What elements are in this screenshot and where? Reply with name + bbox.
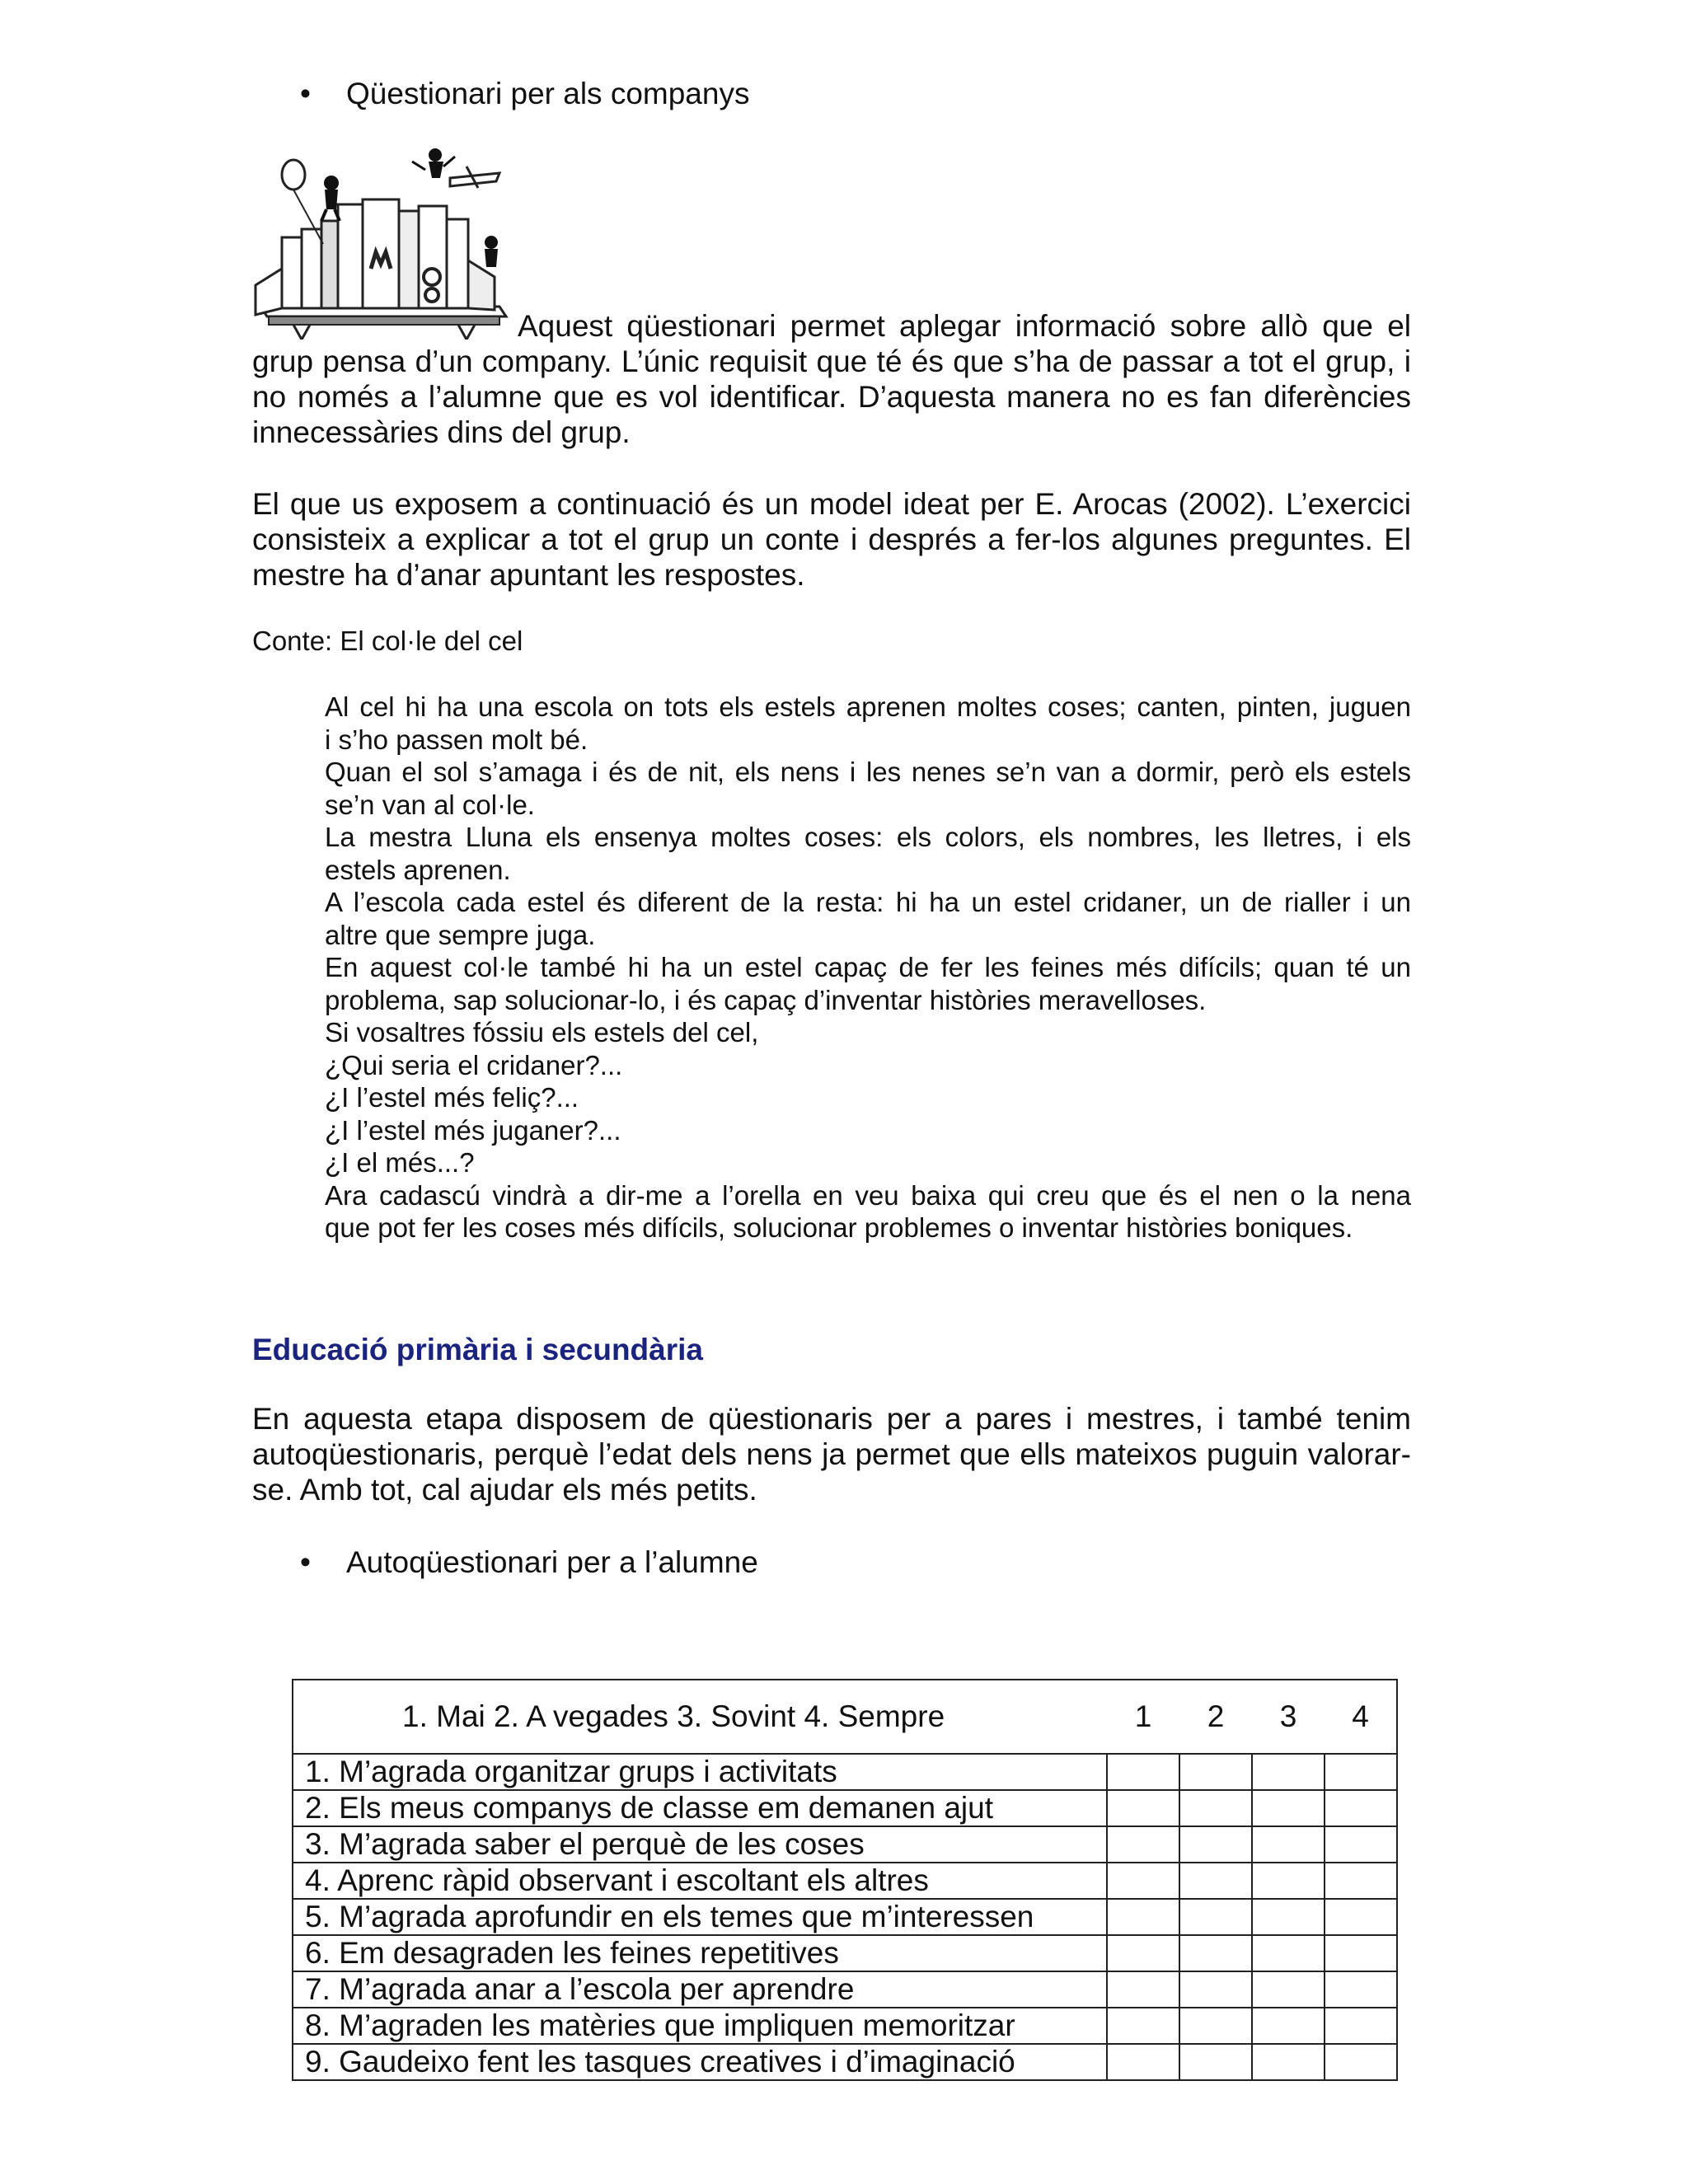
rating-cell-2[interactable] xyxy=(1179,1790,1252,1826)
rating-cell-3[interactable] xyxy=(1252,1935,1325,1971)
model-line-2: consisteix a explicar a tot el grup un conte i després a fer-los algunes preguntes. El xyxy=(252,523,1411,556)
rating-cell-4[interactable] xyxy=(1325,1826,1397,1863)
bullet-glyph: • xyxy=(300,1545,311,1579)
story-line: ¿I l’estel més feliç?... xyxy=(325,1082,579,1113)
rating-cell-1[interactable] xyxy=(1107,2044,1179,2080)
model-line-1: El que us exposem a continuació és un model ideat per E. Arocas (2002). L’exercici xyxy=(252,487,1411,521)
bullet-glyph: • xyxy=(300,77,311,110)
story-line: altre que sempre juga. xyxy=(325,919,596,950)
statement-cell: 8. M’agraden les matèries que impliquen memoritzar xyxy=(293,2008,1107,2044)
section2-line-1: En aquesta etapa disposem de qüestionaris per a pares i mestres, i també tenim xyxy=(252,1402,1411,1436)
questionnaire-table xyxy=(292,1679,1398,2081)
rating-cell-3[interactable] xyxy=(1252,1863,1325,1899)
rating-cell-4[interactable] xyxy=(1325,1754,1397,1790)
rating-cell-4[interactable] xyxy=(1325,1899,1397,1935)
rating-cell-1[interactable] xyxy=(1107,1754,1179,1790)
rating-cell-1[interactable] xyxy=(1107,1899,1179,1935)
rating-cell-2[interactable] xyxy=(1179,2044,1252,2080)
rating-cell-4[interactable] xyxy=(1325,2044,1397,2080)
column-header-3: 3 xyxy=(1252,1680,1325,1754)
rating-cell-4[interactable] xyxy=(1325,2008,1397,2044)
rating-cell-3[interactable] xyxy=(1252,1899,1325,1935)
bullet-item-companys xyxy=(300,76,1042,112)
bookshelf-illustration-icon xyxy=(252,145,514,340)
story-line: La mestra Lluna els ensenya moltes coses: els colors, els nombres, les lletres, i els xyxy=(325,822,1411,852)
statement-cell: 5. M’agrada aprofundir en els temes que m’interessen xyxy=(293,1899,1107,1935)
story-line: Quan el sol s’amaga i és de nit, els nens i les nenes se’n van a dormir, però els estels xyxy=(325,757,1411,787)
rating-cell-3[interactable] xyxy=(1252,1971,1325,2008)
rating-cell-3[interactable] xyxy=(1252,1790,1325,1826)
section-title: Qüestionari per als companys xyxy=(346,77,750,110)
statement-cell: 4. Aprenc ràpid observant i escoltant els altres xyxy=(293,1863,1107,1899)
story-line: ¿I l’estel més juganer?... xyxy=(325,1114,621,1146)
table-row xyxy=(293,1899,1397,1935)
rating-cell-1[interactable] xyxy=(1107,1863,1179,1899)
story-line: A l’escola cada estel és diferent de la resta: hi ha un estel cridaner, un de rialler i un xyxy=(325,887,1411,917)
rating-cell-4[interactable] xyxy=(1325,1790,1397,1826)
story-line: problema, sap solucionar-lo, i és capaç d’inventar històries meravelloses. xyxy=(325,984,1207,1015)
rating-cell-4[interactable] xyxy=(1325,1971,1397,2008)
intro-line-3: no només a l’alumne que es vol identificar. D’aquesta manera no es fan diferències xyxy=(252,380,1411,414)
story-line: ¿I el més...? xyxy=(325,1147,475,1178)
rating-cell-2[interactable] xyxy=(1179,1935,1252,1971)
story-line: Al cel hi ha una escola on tots els estels aprenen moltes coses; canten, pinten, juguen xyxy=(325,691,1411,722)
story-text xyxy=(325,691,1411,1244)
rating-cell-3[interactable] xyxy=(1252,1754,1325,1790)
statement-cell: 6. Em desagraden les feines repetitives xyxy=(293,1935,1107,1971)
section2-line-2: autoqüestionaris, perquè l’edat dels nens ja permet que ells mateixos puguin valorar- xyxy=(252,1437,1411,1471)
rating-cell-4[interactable] xyxy=(1325,1935,1397,1971)
column-header-4: 4 xyxy=(1325,1680,1397,1754)
rating-cell-2[interactable] xyxy=(1179,1899,1252,1935)
intro-line-2: grup pensa d’un company. L’únic requisit que té és que s’ha de passar a tot el grup, i xyxy=(252,344,1411,378)
story-line: i s’ho passen molt bé. xyxy=(325,724,588,755)
bullet-title: Autoqüestionari per a l’alumne xyxy=(346,1545,758,1579)
rating-cell-3[interactable] xyxy=(1252,1826,1325,1863)
story-line: Ara cadascú vindrà a dir-me a l’orella en veu baixa qui creu que és el nen o la nena xyxy=(325,1179,1411,1211)
section-heading: Educació primària i secundària xyxy=(252,1333,703,1366)
statement-cell: 7. M’agrada anar a l’escola per aprendre xyxy=(293,1971,1107,2008)
rating-cell-1[interactable] xyxy=(1107,2008,1179,2044)
table-row xyxy=(293,1754,1397,1790)
rating-cell-3[interactable] xyxy=(1252,2008,1325,2044)
model-line-3: mestre ha d’anar apuntant les respostes. xyxy=(252,558,805,592)
rating-legend: 1. Mai 2. A vegades 3. Sovint 4. Sempre xyxy=(293,1680,1107,1754)
rating-cell-2[interactable] xyxy=(1179,1863,1252,1899)
statement-cell: 1. M’agrada organitzar grups i activitats xyxy=(293,1754,1107,1790)
story-line: En aquest col·le també hi ha un estel capaç de fer les feines més difícils; quan té un xyxy=(325,952,1411,982)
rating-cell-2[interactable] xyxy=(1179,1971,1252,2008)
rating-cell-2[interactable] xyxy=(1179,1826,1252,1863)
column-header-2: 2 xyxy=(1179,1680,1252,1754)
statement-cell: 9. Gaudeixo fent les tasques creatives i d’imaginació xyxy=(293,2044,1107,2080)
table-row xyxy=(293,2044,1397,2080)
intro-line-1: Aquest qüestionari permet aplegar informació sobre allò que el xyxy=(518,309,1411,343)
rating-cell-1[interactable] xyxy=(1107,1826,1179,1863)
column-header-1: 1 xyxy=(1107,1680,1179,1754)
story-line: se’n van al col·le. xyxy=(325,789,535,820)
story-line: que pot fer les coses més difícils, solucionar problemes o inventar històries boniques. xyxy=(325,1212,1353,1243)
table-row xyxy=(293,2008,1397,2044)
rating-cell-2[interactable] xyxy=(1179,1754,1252,1790)
bullet-item-autoquestionari xyxy=(300,1544,1042,1581)
rating-cell-4[interactable] xyxy=(1325,1863,1397,1899)
table-row xyxy=(293,1790,1397,1826)
rating-cell-3[interactable] xyxy=(1252,2044,1325,2080)
story-line: estels aprenen. xyxy=(325,854,511,885)
table-row xyxy=(293,1863,1397,1899)
rating-cell-1[interactable] xyxy=(1107,1790,1179,1826)
rating-cell-2[interactable] xyxy=(1179,2008,1252,2044)
story-line: Si vosaltres fóssiu els estels del cel, xyxy=(325,1017,759,1047)
rating-cell-1[interactable] xyxy=(1107,1935,1179,1971)
statement-cell: 2. Els meus companys de classe em demanen ajut xyxy=(293,1790,1107,1826)
intro-line-4: innecessàries dins del grup. xyxy=(252,415,631,449)
rating-cell-1[interactable] xyxy=(1107,1971,1179,2008)
statement-cell: 3. M’agrada saber el perquè de les coses xyxy=(293,1826,1107,1863)
table-row xyxy=(293,1935,1397,1971)
table-row xyxy=(293,1971,1397,2008)
section2-line-3: se. Amb tot, cal ajudar els més petits. xyxy=(252,1473,757,1507)
story-line: ¿Qui seria el cridaner?... xyxy=(325,1049,623,1080)
table-header-row xyxy=(293,1680,1397,1754)
table-row xyxy=(293,1826,1397,1863)
story-title: Conte: El col·le del cel xyxy=(252,626,523,656)
